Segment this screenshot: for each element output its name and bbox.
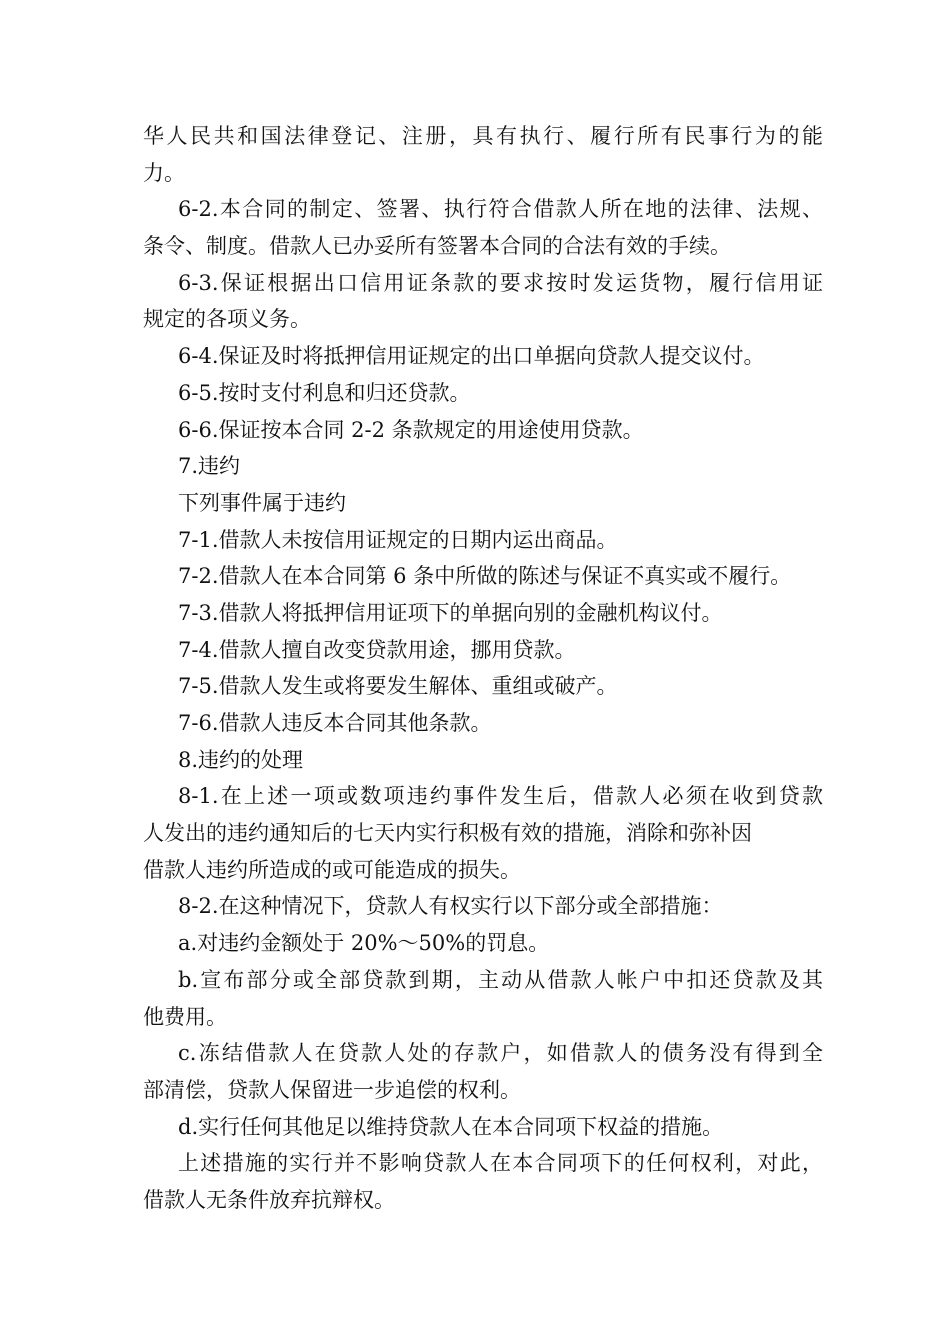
text-line: 力。 xyxy=(143,160,185,185)
text-line: 条令、制度。借款人已办妥所有签署本合同的合法有效的手续。 xyxy=(143,234,731,259)
clause-7-3: 7-3.借款人将抵押信用证项下的单据向别的金融机构议付。 xyxy=(178,600,723,625)
clause-7-4: 7-4.借款人擅自改变贷款用途，挪用贷款。 xyxy=(178,637,576,662)
clause-7-1: 7-1.借款人未按信用证规定的日期内运出商品。 xyxy=(178,527,618,552)
section-heading-7: 7.违约 xyxy=(178,454,241,479)
clause-6-5: 6-5.按时支付利息和归还贷款。 xyxy=(178,380,471,405)
measure-b: b.宣布部分或全部贷款到期，主动从借款人帐户中扣还贷款及其 xyxy=(178,967,823,992)
measure-c: c.冻结借款人在贷款人处的存款户，如借款人的债务没有得到全 xyxy=(178,1041,823,1066)
clause-8-2: 8-2.在这种情况下，贷款人有权实行以下部分或全部措施： xyxy=(178,894,723,919)
section-heading-8: 8.违约的处理 xyxy=(178,747,304,772)
clause-7-6: 7-6.借款人违反本合同其他条款。 xyxy=(178,711,492,735)
closing-paragraph: 上述措施的实行并不影响贷款人在本合同项下的任何权利，对此， xyxy=(178,1151,823,1176)
text-line: 部清偿，贷款人保留进一步追偿的权利。 xyxy=(143,1077,521,1102)
text-line: 他费用。 xyxy=(143,1004,227,1029)
clause-8-1: 8-1.在上述一项或数项违约事件发生后，借款人必须在收到贷款 xyxy=(178,784,823,809)
text-line: 华人民共和国法律登记、注册，具有执行、履行所有民事行为的能 xyxy=(143,124,823,148)
document-body xyxy=(143,118,823,1219)
clause-6-6: 6-6.保证按本合同 2-2 条款规定的用途使用贷款。 xyxy=(178,417,644,442)
text-line: 借款人违约所造成的或可能造成的损失。 xyxy=(143,857,521,882)
measure-d: d.实行任何其他足以维持贷款人在本合同项下权益的措施。 xyxy=(178,1114,724,1139)
clause-7-2: 7-2.借款人在本合同第 6 条中所做的陈述与保证不真实或不履行。 xyxy=(178,564,792,589)
section-intro: 下列事件属于违约 xyxy=(178,490,346,515)
measure-a: a.对违约金额处于 20%～50%的罚息。 xyxy=(178,931,550,956)
clause-7-5: 7-5.借款人发生或将要发生解体、重组或破产。 xyxy=(178,674,618,699)
text-line: 规定的各项义务。 xyxy=(143,307,311,332)
clause-6-4: 6-4.保证及时将抵押信用证规定的出口单据向贷款人提交议付。 xyxy=(178,344,765,369)
text-line: 借款人无条件放弃抗辩权。 xyxy=(143,1187,395,1212)
text-line: 人发出的违约通知后的七天内实行积极有效的措施，消除和弥补因 xyxy=(143,821,752,846)
clause-6-2: 6-2.本合同的制定、签署、执行符合借款人所在地的法律、法规、 xyxy=(178,197,823,222)
clause-6-3: 6-3.保证根据出口信用证条款的要求按时发运货物，履行信用证 xyxy=(178,270,823,295)
